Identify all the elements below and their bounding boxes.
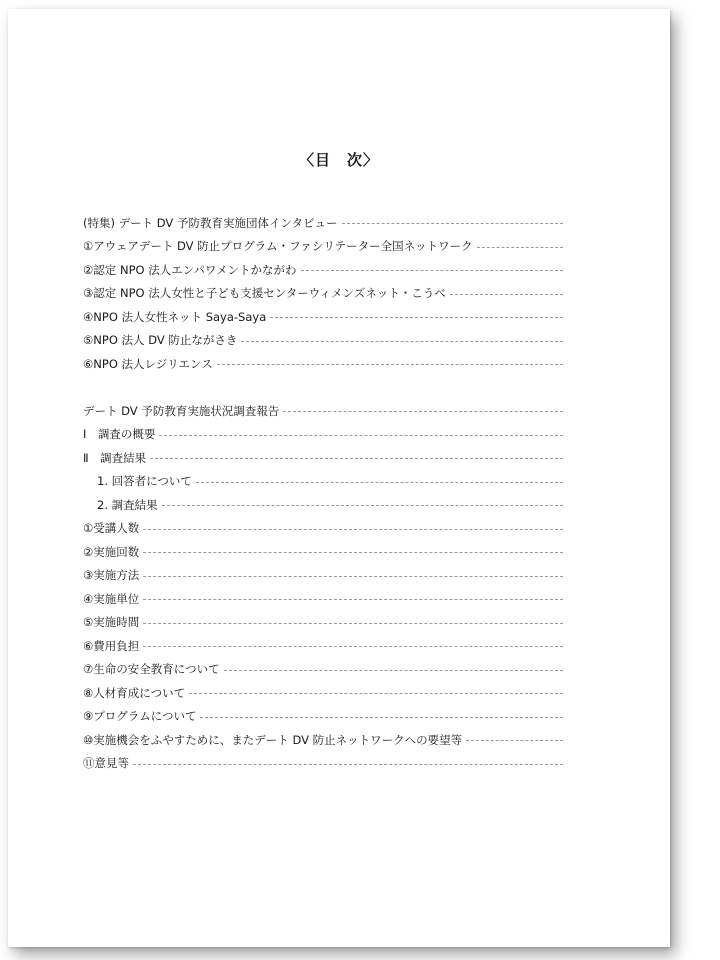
toc-leader [466,740,563,741]
toc-leader [200,717,563,718]
toc-entry [83,399,563,423]
toc-entry [83,728,563,752]
toc-entry-text: 1. 回答者について [97,474,192,489]
toc-entry-text: ⑥費用負担 [83,638,140,653]
toc-leader [342,223,564,224]
toc-leader [143,646,563,647]
toc-entry [83,352,563,376]
toc-entry-text: ⑥NPO 法人レジリエンス [83,356,213,371]
toc-leader [143,529,563,530]
toc-leader [150,458,563,459]
toc-entry-text: ⑦生命の安全教育について [83,662,220,677]
toc-entry-text: ⑤NPO 法人 DV 防止ながさき [83,333,238,348]
toc-leader [143,599,563,600]
toc-entry-text: ⑩実施機会をふやすために、またデート DV 防止ネットワークへの要望等 [83,732,463,747]
toc-entry [83,282,563,306]
toc-entry [83,634,563,658]
toc-entry [83,305,563,329]
toc-leader [450,294,563,295]
toc-entry-text: デート DV 予防教育実施状況調査報告 [83,403,280,418]
toc-entry [83,705,563,729]
toc-entry-text: ④NPO 法人女性ネット Saya-Saya [83,309,267,324]
toc-entry [83,235,563,259]
toc-entry [83,658,563,682]
toc-entry-text: ②実施回数 [83,544,140,559]
toc-leader [159,435,563,436]
toc-leader [283,411,563,412]
toc-entry [83,587,563,611]
toc-special-section [83,211,563,376]
toc-leader [162,505,563,506]
toc-leader [143,552,563,553]
toc-report-section [83,399,563,775]
toc-entry [83,752,563,776]
toc-entry-text: ①受講人数 [83,521,140,536]
toc-entry-text: ⑨プログラムについて [83,709,197,724]
toc-entry-text: ⑤実施時間 [83,615,140,630]
toc-leader [196,482,563,483]
toc-entry [83,446,563,470]
toc-entry [83,681,563,705]
toc-entry-text: ⑧人材育成について [83,685,186,700]
toc-entry-text: ②認定 NPO 法人エンパワメントかながわ [83,262,297,277]
toc-leader [477,247,563,248]
toc-entry-text: ①アウェアデート DV 防止プログラム・ファシリテーター全国ネットワーク [83,239,473,254]
toc-leader [301,270,563,271]
toc-entry-text: ③実施方法 [83,568,140,583]
toc-entry [83,211,563,235]
toc-entry [83,423,563,447]
toc-entry [83,564,563,588]
toc-leader [241,341,563,342]
toc-leader [133,764,563,765]
toc-entry [83,611,563,635]
toc-entry-text: 2. 調査結果 [97,497,158,512]
toc-entry [83,470,563,494]
toc-entry [83,329,563,353]
toc-entry-text: ③認定 NPO 法人女性と子ども支援センターウィメンズネット・こうべ [83,286,446,301]
toc-leader [224,670,563,671]
toc-leader [143,623,563,624]
toc-entry [83,517,563,541]
toc-entry-text: Ⅱ 調査結果 [83,450,147,465]
toc-entry [83,540,563,564]
toc-entry [83,493,563,517]
toc-leader [217,364,563,365]
toc-leader [189,693,563,694]
toc-entry-text: (特集) デート DV 予防教育実施団体インタビュー [83,215,338,230]
toc-entry-text: Ⅰ 調査の概要 [83,427,156,442]
page-title: 〈目 次〉 [298,151,379,169]
toc-entry-text: ④実施単位 [83,591,140,606]
document-page [8,9,670,947]
toc-leader [143,576,563,577]
toc-leader [270,317,563,318]
toc-entry [83,258,563,282]
toc-entry-text: ⑪意見等 [83,756,129,771]
